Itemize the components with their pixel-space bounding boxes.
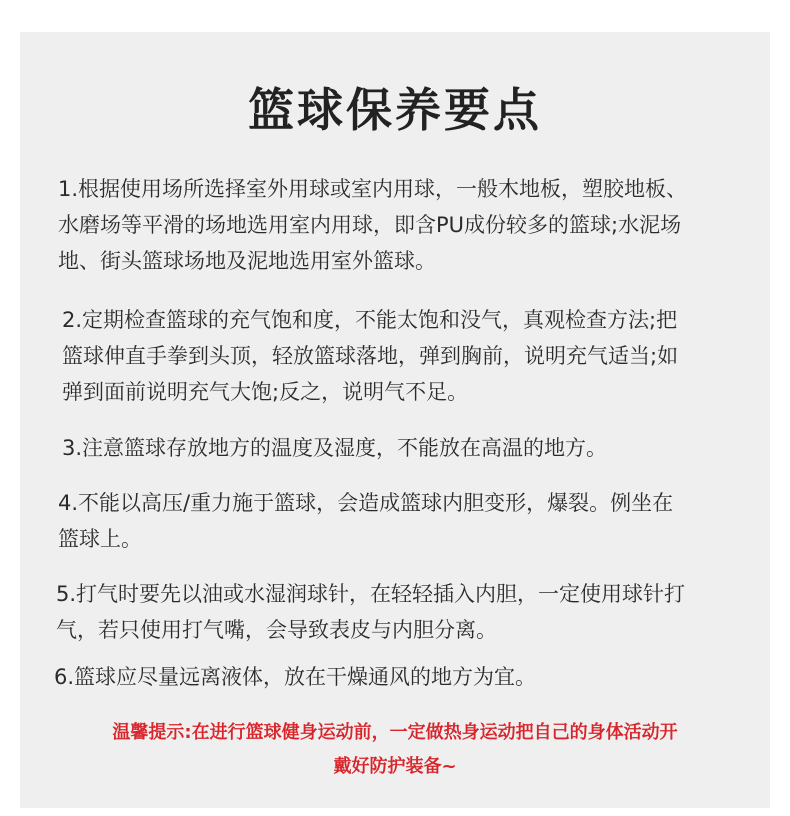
care-point-1	[58, 171, 687, 279]
warm-tip	[0, 716, 790, 784]
care-point-2-line-3: 弹到面前说明充气大饱;反之，说明气不足。	[62, 380, 469, 404]
care-point-4-line-2: 篮球上。	[58, 527, 142, 551]
care-point-1-line-3: 地、街头篮球场地及泥地选用室外篮球。	[58, 249, 436, 273]
care-point-5	[56, 576, 685, 648]
care-point-4	[58, 485, 673, 557]
care-point-3	[62, 430, 607, 466]
page-title: 篮球保养要点	[248, 83, 542, 137]
care-point-5-line-1: 5.打气时要先以油或水湿润球针，在轻轻插入内胆，一定使用球针打	[56, 582, 686, 606]
warm-tip-line-2: 戴好防护装备~	[333, 756, 457, 777]
care-point-6-line-1: 6.篮球应尽量远离液体，放在干燥通风的地方为宜。	[54, 665, 537, 689]
care-point-4-line-1: 4.不能以高压/重力施于篮球，会造成篮球内胆变形，爆裂。例坐在	[58, 491, 674, 515]
care-point-1-line-1: 1.根据使用场所选择室外用球或室内用球，一般木地板，塑胶地板、	[58, 177, 688, 201]
warm-tip-line-1: 温馨提示:在进行篮球健身运动前，一定做热身运动把自己的身体活动开	[112, 722, 678, 743]
care-point-6	[54, 659, 536, 695]
care-point-2-line-2: 篮球伸直手拳到头顶，轻放篮球落地，弹到胸前，说明充气适当;如	[62, 344, 679, 368]
care-point-1-line-2: 水磨场等平滑的场地选用室内用球，即含PU成份较多的篮球;水泥场	[58, 213, 682, 237]
care-point-3-line-1: 3.注意篮球存放地方的温度及湿度，不能放在高温的地方。	[62, 436, 608, 460]
care-point-5-line-2: 气，若只使用打气嘴，会导致表皮与内胆分离。	[56, 618, 497, 642]
care-point-2-line-1: 2.定期检查篮球的充气饱和度，不能太饱和没气，真观检查方法;把	[62, 308, 678, 332]
care-point-2	[62, 302, 678, 410]
